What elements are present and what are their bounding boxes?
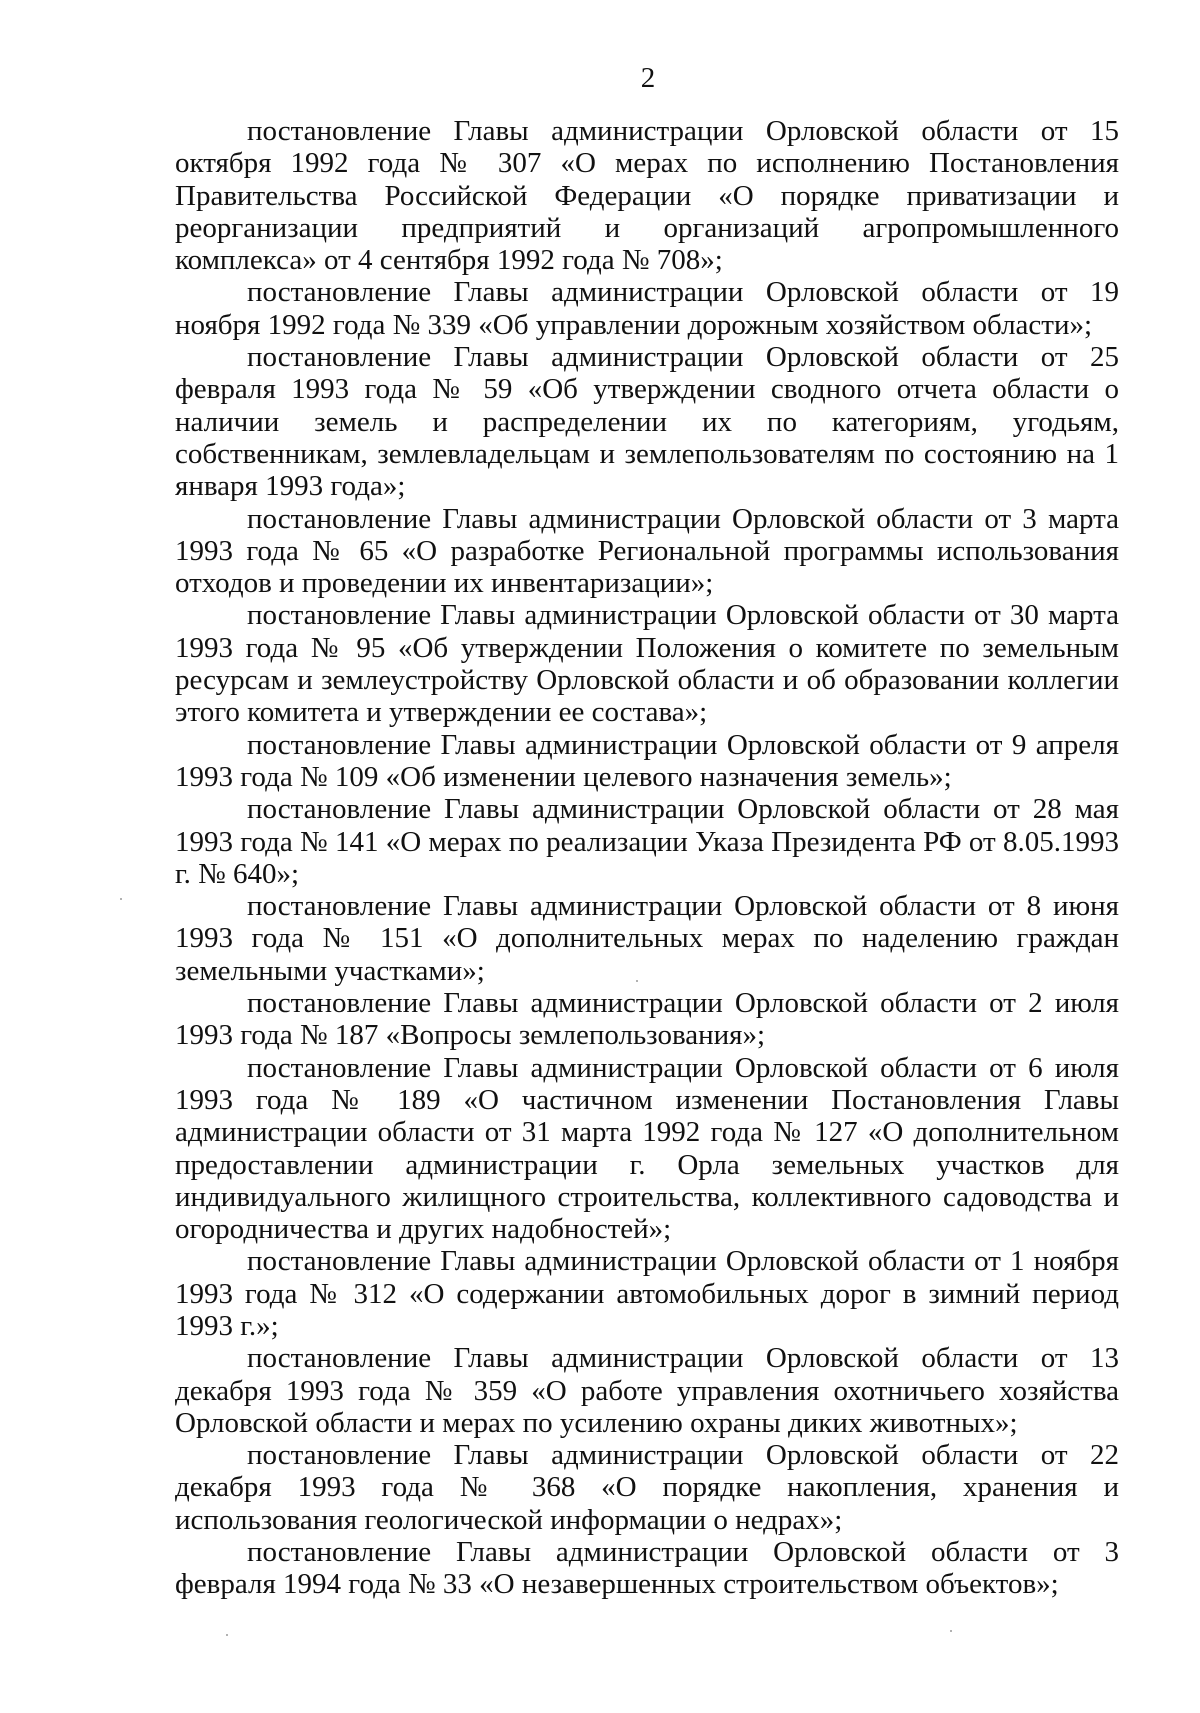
scan-speck xyxy=(120,898,122,900)
list-item: постановление Главы администрации Орловской области от 6 июля 1993 года № 189 «О частичном изменении Постановления Главы администрации области от 31 марта 1992 года № 127 «О дополнительном предоставлении администрации г. Орла земельных участков для индивидуального жилищного строительства, коллективного садоводства и огородничества и других надобностей»; xyxy=(175,1051,1119,1246)
list-item: постановление Главы администрации Орловской области от 25 февраля 1993 года № 59 «Об утверждении сводного отчета области о наличии земель и распределении их по категориям, угодьям, собственникам, землевладельцам и землепользователям по состоянию на 1 января 1993 года»; xyxy=(175,341,1119,503)
page-number: 2 xyxy=(640,62,656,94)
list-item: постановление Главы администрации Орловской области от 28 мая 1993 года № 141 «О мерах по реализации Указа Президента РФ от 8.05.1993 г. № 640»; xyxy=(175,793,1119,890)
list-item: постановление Главы администрации Орловской области от 1 ноября 1993 года № 312 «О содержании автомобильных дорог в зимний период 1993 г.»; xyxy=(175,1245,1119,1342)
list-item: постановление Главы администрации Орловской области от 13 декабря 1993 года № 359 «О работе управления охотничьего хозяйства Орловской области и мерах по усилению охраны диких животных»; xyxy=(175,1342,1119,1439)
list-item: постановление Главы администрации Орловской области от 8 июня 1993 года № 151 «О дополнительных мерах по наделению граждан земельными участками»; xyxy=(175,890,1119,987)
list-item: постановление Главы администрации Орловской области от 3 февраля 1994 года № 33 «О незавершенных строительством объектов»; xyxy=(175,1536,1119,1601)
scan-speck xyxy=(226,1634,228,1636)
list-item: постановление Главы администрации Орловской области от 22 декабря 1993 года № 368 «О порядке накопления, хранения и использования геологической информации о недрах»; xyxy=(175,1439,1119,1536)
scan-speck xyxy=(636,980,638,982)
list-item: постановление Главы администрации Орловской области от 19 ноября 1992 года № 339 «Об управлении дорожным хозяйством области»; xyxy=(175,276,1119,341)
list-item: постановление Главы администрации Орловской области от 3 марта 1993 года № 65 «О разработке Региональной программы использования отходов и проведении их инвентаризации»; xyxy=(175,502,1119,600)
scan-speck xyxy=(950,1630,952,1632)
resolution-list xyxy=(175,115,1119,1601)
list-item: постановление Главы администрации Орловской области от 30 марта 1993 года № 95 «Об утверждении Положения о комитете по земельным ресурсам и землеустройству Орловской области и об образовании коллегии этого комитета и утверждении ее состава»; xyxy=(175,599,1119,729)
list-item: постановление Главы администрации Орловской области от 9 апреля 1993 года № 109 «Об изменении целевого назначения земель»; xyxy=(175,728,1119,793)
list-item: постановление Главы администрации Орловской области от 15 октября 1992 года № 307 «О мерах по исполнению Постановления Правительства Российской Федерации «О порядке приватизации и реорганизации предприятий и организаций агропромышленного комплекса» от 4 сентября 1992 года № 708»; xyxy=(175,115,1119,277)
list-item: постановление Главы администрации Орловской области от 2 июля 1993 года № 187 «Вопросы землепользования»; xyxy=(175,987,1119,1052)
